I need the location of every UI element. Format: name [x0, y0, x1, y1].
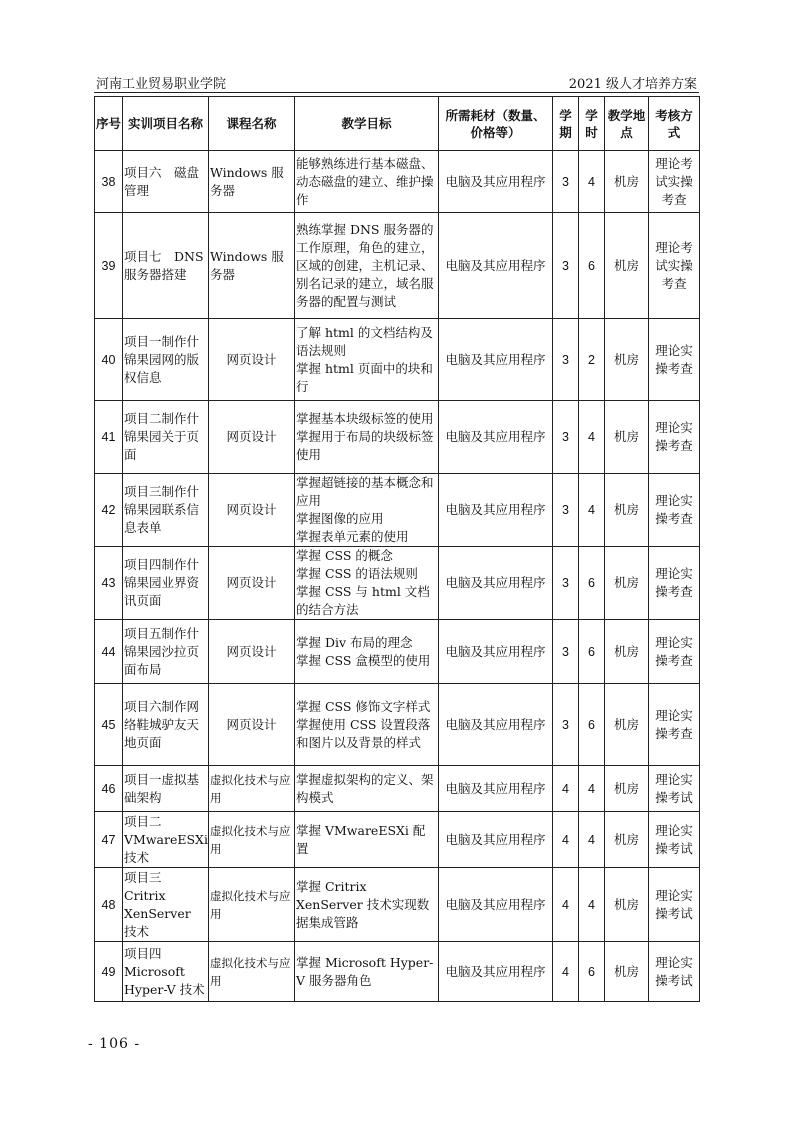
- cell-seq: 47: [95, 812, 123, 868]
- cell-project: 项目四 Microsoft Hyper-V 技术: [123, 942, 209, 1002]
- cell-material: 电脑及其应用程序: [439, 401, 553, 474]
- table-header-row: [95, 97, 700, 151]
- col-term: 学期: [553, 97, 579, 151]
- cell-project: 项目一制作什锦果园网的版权信息: [123, 319, 209, 401]
- cell-assess: 理论实操考试: [649, 868, 700, 942]
- header-plan: 2021 级人才培养方案: [568, 77, 697, 92]
- table-row: [95, 620, 700, 684]
- cell-course: 网页设计: [209, 620, 295, 684]
- cell-hours: 6: [579, 213, 605, 319]
- table-row: [95, 684, 700, 766]
- cell-course: 网页设计: [209, 474, 295, 547]
- cell-seq: 39: [95, 213, 123, 319]
- cell-course: 虚拟化技术与应用: [209, 812, 295, 868]
- col-course: 课程名称: [209, 97, 295, 151]
- cell-place: 机房: [605, 474, 649, 547]
- cell-goal: 掌握 CSS 的概念 掌握 CSS 的语法规则 掌握 CSS 与 html 文档的结合方法: [295, 547, 439, 620]
- cell-seq: 49: [95, 942, 123, 1002]
- cell-course: 网页设计: [209, 547, 295, 620]
- cell-seq: 40: [95, 319, 123, 401]
- cell-assess: 理论实操考试: [649, 942, 700, 1002]
- cell-goal: 掌握 CSS 修饰文字样式 掌握使用 CSS 设置段落和图片以及背景的样式: [295, 684, 439, 766]
- cell-goal: 能够熟练进行基本磁盘、动态磁盘的建立、维护操作: [295, 151, 439, 213]
- cell-material: 电脑及其应用程序: [439, 812, 553, 868]
- cell-hours: 4: [579, 766, 605, 812]
- table-row: [95, 213, 700, 319]
- cell-project: 项目六 磁盘管理: [123, 151, 209, 213]
- cell-place: 机房: [605, 151, 649, 213]
- col-assess: 考核方式: [649, 97, 700, 151]
- header-school: 河南工业贸易职业学院: [96, 77, 227, 92]
- cell-material: 电脑及其应用程序: [439, 942, 553, 1002]
- cell-material: 电脑及其应用程序: [439, 151, 553, 213]
- cell-project: 项目三制作什锦果园联系信息表单: [123, 474, 209, 547]
- cell-goal: 掌握虚拟架构的定义、架构模式: [295, 766, 439, 812]
- col-material: 所需耗材（数量、价格等）: [439, 97, 553, 151]
- training-table: [94, 96, 700, 1002]
- cell-place: 机房: [605, 401, 649, 474]
- cell-term: 4: [553, 942, 579, 1002]
- cell-seq: 45: [95, 684, 123, 766]
- cell-place: 机房: [605, 319, 649, 401]
- cell-hours: 6: [579, 620, 605, 684]
- cell-hours: 2: [579, 319, 605, 401]
- cell-material: 电脑及其应用程序: [439, 620, 553, 684]
- cell-seq: 46: [95, 766, 123, 812]
- cell-assess: 理论考试实操考查: [649, 213, 700, 319]
- cell-material: 电脑及其应用程序: [439, 547, 553, 620]
- cell-seq: 44: [95, 620, 123, 684]
- cell-hours: 4: [579, 812, 605, 868]
- cell-term: 4: [553, 766, 579, 812]
- cell-assess: 理论实操考试: [649, 766, 700, 812]
- table-row: [95, 942, 700, 1002]
- cell-term: 4: [553, 868, 579, 942]
- cell-place: 机房: [605, 213, 649, 319]
- cell-project: 项目五制作什锦果园沙拉页面布局: [123, 620, 209, 684]
- cell-hours: 4: [579, 474, 605, 547]
- cell-goal: 掌握基本块级标签的使用 掌握用于布局的块级标签使用: [295, 401, 439, 474]
- cell-term: 4: [553, 812, 579, 868]
- cell-course: 虚拟化技术与应用: [209, 942, 295, 1002]
- cell-assess: 理论实操考查: [649, 474, 700, 547]
- col-place: 教学地点: [605, 97, 649, 151]
- cell-hours: 4: [579, 401, 605, 474]
- cell-project: 项目一虚拟基础架构: [123, 766, 209, 812]
- cell-seq: 48: [95, 868, 123, 942]
- cell-course: 网页设计: [209, 319, 295, 401]
- table-row: [95, 547, 700, 620]
- cell-course: Windows 服务器: [209, 213, 295, 319]
- cell-goal: 掌握 VMwareESXi 配置: [295, 812, 439, 868]
- cell-assess: 理论实操考查: [649, 319, 700, 401]
- cell-assess: 理论实操考试: [649, 812, 700, 868]
- cell-place: 机房: [605, 812, 649, 868]
- cell-material: 电脑及其应用程序: [439, 766, 553, 812]
- cell-hours: 4: [579, 151, 605, 213]
- table-row: [95, 151, 700, 213]
- cell-goal: 掌握 Microsoft Hyper-V 服务器角色: [295, 942, 439, 1002]
- header-divider: [94, 92, 699, 93]
- cell-project: 项目四制作什锦果园业界资讯页面: [123, 547, 209, 620]
- cell-project: 项目二制作什锦果园关于页面: [123, 401, 209, 474]
- cell-assess: 理论实操考查: [649, 620, 700, 684]
- cell-goal: 掌握超链接的基本概念和应用 掌握图像的应用 掌握表单元素的使用: [295, 474, 439, 547]
- cell-course: 虚拟化技术与应用: [209, 868, 295, 942]
- cell-place: 机房: [605, 684, 649, 766]
- cell-assess: 理论实操考查: [649, 401, 700, 474]
- table-row: [95, 319, 700, 401]
- cell-place: 机房: [605, 547, 649, 620]
- table-row: [95, 812, 700, 868]
- col-hours: 学时: [579, 97, 605, 151]
- cell-term: 3: [553, 474, 579, 547]
- cell-course: 虚拟化技术与应用: [209, 766, 295, 812]
- cell-hours: 4: [579, 868, 605, 942]
- cell-course: 网页设计: [209, 401, 295, 474]
- cell-term: 3: [553, 213, 579, 319]
- cell-material: 电脑及其应用程序: [439, 474, 553, 547]
- cell-seq: 43: [95, 547, 123, 620]
- cell-assess: 理论考试实操考查: [649, 151, 700, 213]
- cell-goal: 掌握 Critrix XenServer 技术实现数据集成管路: [295, 868, 439, 942]
- cell-seq: 41: [95, 401, 123, 474]
- cell-hours: 6: [579, 547, 605, 620]
- table-row: [95, 766, 700, 812]
- cell-goal: 熟练掌握 DNS 服务器的工作原理，角色的建立，区域的创建，主机记录、别名记录的建立，域名服务器的配置与测试: [295, 213, 439, 319]
- cell-assess: 理论实操考查: [649, 684, 700, 766]
- cell-term: 3: [553, 684, 579, 766]
- cell-material: 电脑及其应用程序: [439, 213, 553, 319]
- cell-place: 机房: [605, 766, 649, 812]
- cell-project: 项目六制作网络鞋城驴友天地页面: [123, 684, 209, 766]
- cell-assess: 理论实操考查: [649, 547, 700, 620]
- cell-place: 机房: [605, 868, 649, 942]
- cell-term: 3: [553, 620, 579, 684]
- col-project: 实训项目名称: [123, 97, 209, 151]
- cell-project: 项目三 Critrix XenServer 技术: [123, 868, 209, 942]
- cell-course: 网页设计: [209, 684, 295, 766]
- col-goal: 教学目标: [295, 97, 439, 151]
- cell-hours: 6: [579, 684, 605, 766]
- table-row: [95, 868, 700, 942]
- table-row: [95, 401, 700, 474]
- cell-hours: 6: [579, 942, 605, 1002]
- cell-term: 3: [553, 151, 579, 213]
- cell-course: Windows 服务器: [209, 151, 295, 213]
- page-number: - 106 -: [88, 1036, 141, 1052]
- cell-goal: 了解 html 的文档结构及语法规则 掌握 html 页面中的块和行: [295, 319, 439, 401]
- cell-seq: 42: [95, 474, 123, 547]
- cell-project: 项目二 VMwareESXi 技术: [123, 812, 209, 868]
- table-row: [95, 474, 700, 547]
- cell-term: 3: [553, 319, 579, 401]
- cell-place: 机房: [605, 942, 649, 1002]
- cell-term: 3: [553, 547, 579, 620]
- col-seq: 序号: [95, 97, 123, 151]
- cell-place: 机房: [605, 620, 649, 684]
- cell-material: 电脑及其应用程序: [439, 684, 553, 766]
- cell-project: 项目七 DNS 服务器搭建: [123, 213, 209, 319]
- cell-term: 3: [553, 401, 579, 474]
- cell-goal: 掌握 Div 布局的理念 掌握 CSS 盒模型的使用: [295, 620, 439, 684]
- cell-material: 电脑及其应用程序: [439, 868, 553, 942]
- cell-material: 电脑及其应用程序: [439, 319, 553, 401]
- cell-seq: 38: [95, 151, 123, 213]
